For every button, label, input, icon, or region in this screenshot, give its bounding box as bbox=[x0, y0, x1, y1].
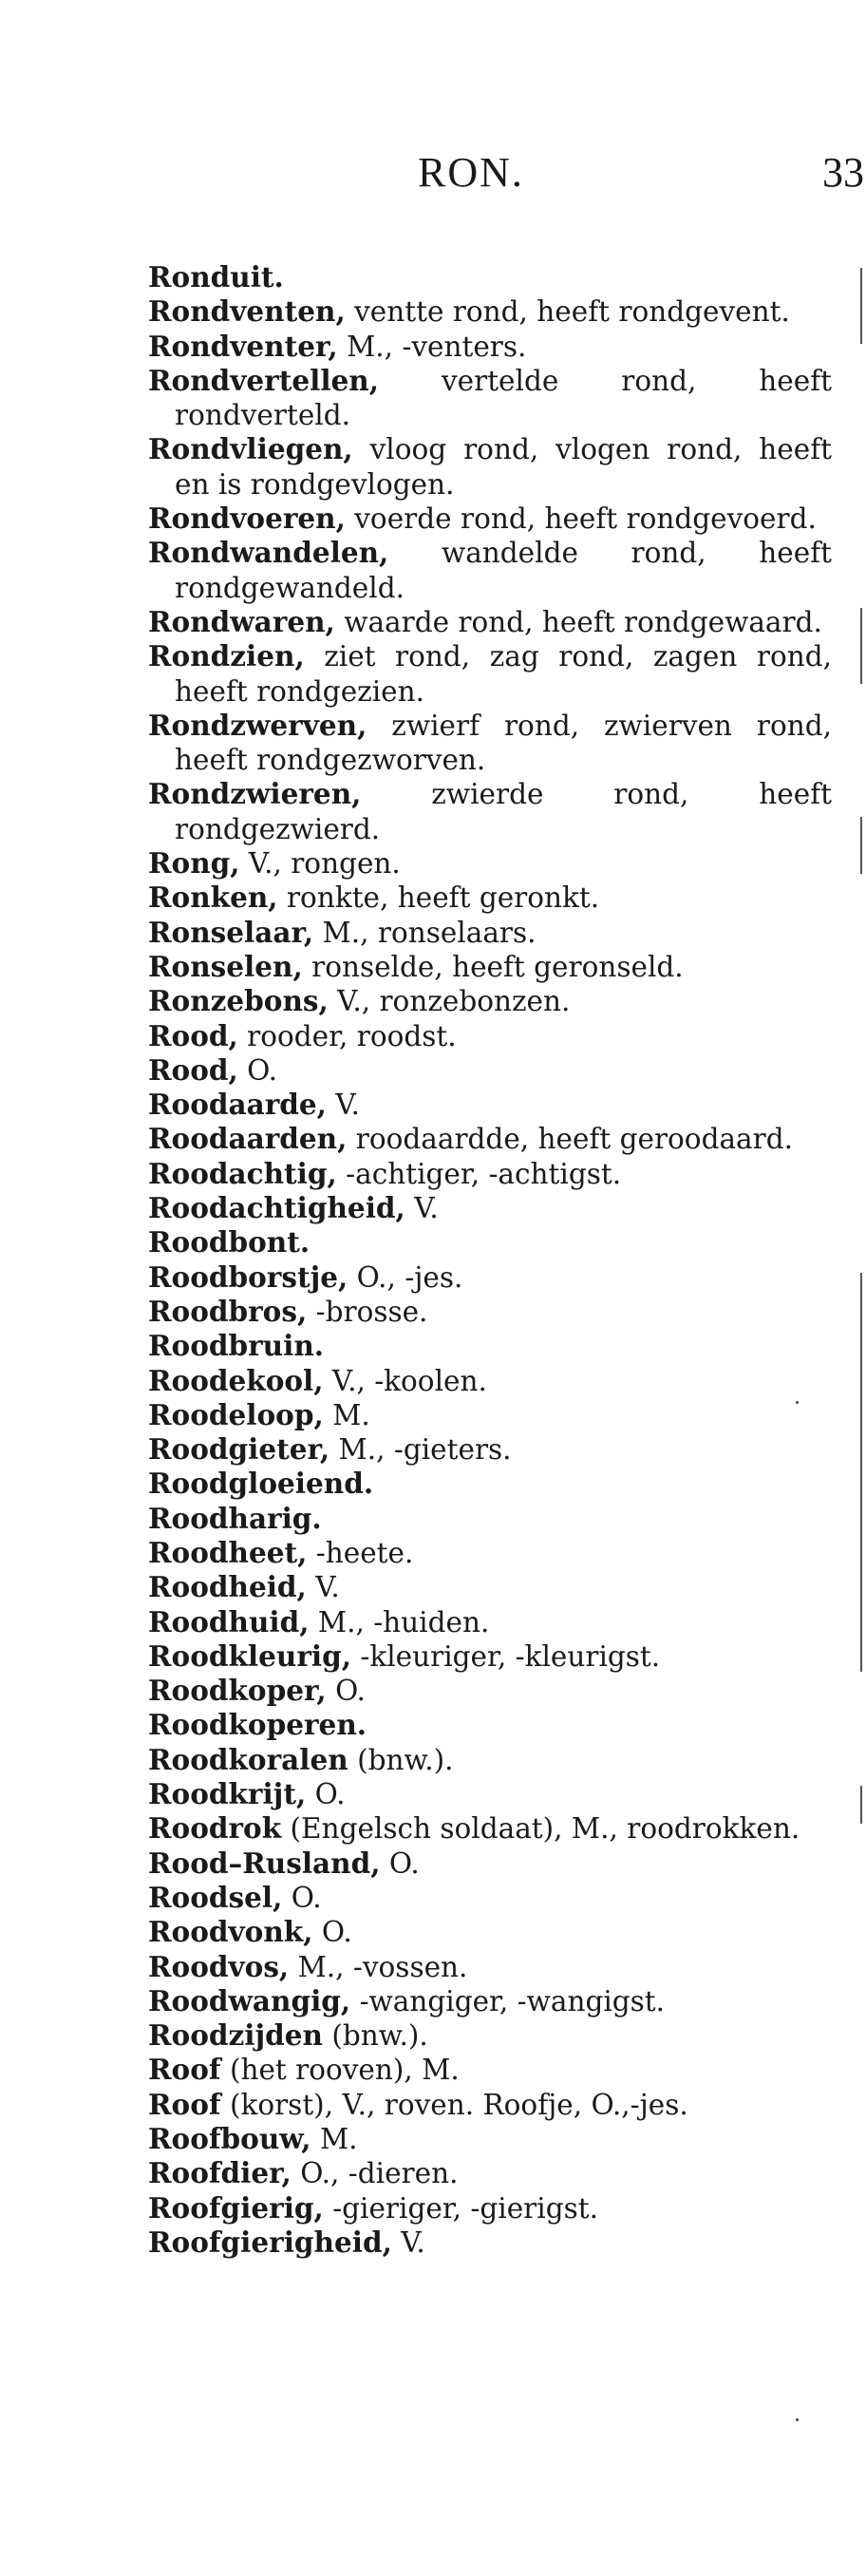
dictionary-entry bbox=[148, 1502, 832, 1536]
dictionary-entry bbox=[148, 1881, 832, 1915]
entry-definition: V., -koolen. bbox=[323, 1364, 487, 1397]
entry-headword: Roodbruin. bbox=[148, 1329, 325, 1363]
entry-definition: V. bbox=[306, 1571, 340, 1604]
dictionary-entry bbox=[148, 1915, 832, 1949]
entry-definition: -brosse. bbox=[307, 1295, 428, 1328]
entry-definition: voerde rond, heeft rondgevoerd. bbox=[345, 502, 817, 536]
dictionary-entry bbox=[148, 1088, 832, 1122]
entry-headword: Rondvertellen, bbox=[148, 363, 380, 397]
entry-definition: V. bbox=[391, 2226, 425, 2259]
dictionary-entry bbox=[148, 777, 832, 846]
entry-headword: Rondwaren, bbox=[148, 604, 335, 638]
entry-definition: O. bbox=[312, 1916, 352, 1949]
dictionary-entry bbox=[148, 1605, 832, 1639]
entry-definition: wandelde rond, heeft rondgewandeld. bbox=[175, 537, 832, 604]
entry-headword: Roof bbox=[148, 2053, 221, 2087]
dictionary-entry bbox=[148, 916, 832, 950]
gutter-line bbox=[860, 1273, 862, 1672]
entry-definition: M., -venters. bbox=[337, 330, 527, 363]
dictionary-entry bbox=[148, 1364, 832, 1398]
entry-definition: zwierf rond, zwierven rond, heeft rondgezworven. bbox=[175, 709, 832, 777]
entry-headword: Roodaarde, bbox=[148, 1088, 327, 1122]
dictionary-entry bbox=[148, 1536, 832, 1570]
entry-definition: O. bbox=[326, 1675, 366, 1708]
entry-definition: -kleuriger, -kleurigst. bbox=[351, 1639, 661, 1673]
entry-headword: Roodrok bbox=[148, 1811, 282, 1846]
dictionary-entry bbox=[148, 1639, 832, 1674]
page-number: 33 bbox=[822, 149, 864, 196]
entry-headword: Roodkrijt, bbox=[148, 1777, 307, 1811]
dictionary-entry bbox=[148, 1295, 832, 1329]
entry-definition: V. bbox=[405, 1192, 439, 1225]
gutter-line bbox=[860, 1786, 862, 1824]
entry-headword: Roodvos, bbox=[148, 1949, 290, 1983]
gutter-line bbox=[860, 608, 862, 684]
dictionary-entry bbox=[148, 881, 832, 915]
gutter-line bbox=[860, 268, 862, 344]
dictionary-entry bbox=[148, 846, 832, 881]
page-header bbox=[0, 144, 866, 201]
dictionary-entry bbox=[148, 1225, 832, 1260]
print-speck bbox=[796, 2418, 799, 2421]
entry-headword: Roodekool, bbox=[148, 1363, 324, 1397]
dictionary-entry bbox=[148, 432, 832, 502]
gutter-line bbox=[860, 817, 862, 874]
dictionary-entry bbox=[148, 502, 832, 536]
entry-definition: ronkte, heeft geronkt. bbox=[277, 881, 600, 915]
entry-definition: roodaardde, heeft geroodaard. bbox=[347, 1123, 793, 1156]
entry-definition: M., -gieters. bbox=[329, 1433, 512, 1467]
entry-headword: Roodbont. bbox=[148, 1225, 311, 1260]
dictionary-entry bbox=[148, 1122, 832, 1156]
entry-headword: Ronselen, bbox=[148, 949, 303, 983]
entry-headword: Ronzebons, bbox=[148, 984, 329, 1018]
entry-headword: Roodachtigheid, bbox=[148, 1191, 405, 1225]
entry-headword: Roodwangig, bbox=[148, 1983, 351, 2017]
entry-headword: Roofgierig, bbox=[148, 2190, 324, 2225]
dictionary-entry bbox=[148, 1432, 832, 1467]
entry-headword: Roodheet, bbox=[148, 1535, 308, 1569]
entry-definition: (het rooven), M. bbox=[220, 2054, 460, 2087]
entry-headword: Roodeloop, bbox=[148, 1397, 324, 1431]
dictionary-entry bbox=[148, 1570, 832, 1604]
entry-headword: Rondwandelen, bbox=[148, 536, 389, 570]
dictionary-entry bbox=[148, 1053, 832, 1088]
entry-headword: Roodkleurig, bbox=[148, 1638, 352, 1673]
entry-definition: O. bbox=[237, 1053, 277, 1087]
entry-headword: Rondventen, bbox=[148, 294, 346, 329]
entry-headword: Ronselaar, bbox=[148, 915, 314, 949]
dictionary-entry bbox=[148, 950, 832, 984]
entry-headword: Roodborstje, bbox=[148, 1260, 348, 1294]
dictionary-entry bbox=[148, 260, 832, 294]
entry-headword: Roof bbox=[148, 2087, 221, 2121]
dictionary-entry bbox=[148, 1191, 832, 1225]
dictionary-entry bbox=[148, 2053, 832, 2087]
running-head: RON. bbox=[418, 149, 524, 196]
dictionary-entry bbox=[148, 2122, 832, 2156]
entry-headword: Roodkoper, bbox=[148, 1674, 327, 1708]
entry-headword: Roodachtig, bbox=[148, 1156, 337, 1190]
dictionary-entry bbox=[148, 1847, 832, 1881]
entry-headword: Rondzwieren, bbox=[148, 777, 362, 811]
dictionary-entry bbox=[148, 1157, 832, 1191]
dictionary-entry bbox=[148, 2156, 832, 2190]
entry-headword: Roodharig. bbox=[148, 1501, 322, 1535]
entry-headword: Roodkoralen bbox=[148, 1742, 348, 1776]
entry-definition: O. bbox=[306, 1778, 346, 1811]
entry-headword: Roofbouw, bbox=[148, 2122, 311, 2156]
print-speck bbox=[796, 1401, 799, 1404]
dictionary-entry bbox=[148, 709, 832, 778]
entry-definition: (Engelsch soldaat), M., roodrokken. bbox=[281, 1812, 800, 1846]
entry-definition: -gieriger, -gierigst. bbox=[323, 2191, 598, 2225]
dictionary-entry bbox=[148, 1950, 832, 1984]
dictionary-entry bbox=[148, 1260, 832, 1295]
dictionary-entry bbox=[148, 639, 832, 709]
entry-headword: Roodzijden bbox=[148, 2018, 323, 2053]
entry-headword: Roodaarden, bbox=[148, 1122, 348, 1156]
entry-definition: (korst), V., roven. Roofje, O.,-jes. bbox=[220, 2088, 688, 2121]
entry-definition: ziet rond, zag rond, zagen rond, heeft rondgezien. bbox=[175, 640, 832, 708]
dictionary-entry-list bbox=[148, 260, 832, 2260]
entry-headword: Ronken, bbox=[148, 881, 278, 915]
entry-definition: -heete. bbox=[307, 1536, 414, 1569]
dictionary-entry bbox=[148, 1019, 832, 1053]
entry-definition: V., rongen. bbox=[239, 847, 401, 881]
entry-headword: Rood, bbox=[148, 1018, 238, 1052]
dictionary-entry bbox=[148, 294, 832, 329]
entry-definition: (bnw.). bbox=[348, 1743, 454, 1776]
entry-headword: Rood, bbox=[148, 1052, 238, 1087]
entry-definition: -wangiger, -wangigst. bbox=[350, 1984, 666, 2017]
dictionary-entry bbox=[148, 984, 832, 1018]
entry-definition: M. bbox=[311, 2123, 358, 2156]
dictionary-entry bbox=[148, 605, 832, 639]
entry-headword: Roodkoperen. bbox=[148, 1708, 367, 1742]
entry-definition: zwierde rond, heeft rondgezwierd. bbox=[175, 778, 832, 845]
entry-headword: Rong, bbox=[148, 846, 240, 881]
entry-headword: Roodsel, bbox=[148, 1880, 283, 1914]
entry-headword: Ronduit. bbox=[148, 260, 284, 294]
dictionary-entry bbox=[148, 2018, 832, 2053]
entry-headword: Rondvliegen, bbox=[148, 432, 353, 466]
dictionary-entry bbox=[148, 330, 832, 364]
dictionary-entry bbox=[148, 1984, 832, 2018]
entry-headword: Roodvonk, bbox=[148, 1915, 313, 1949]
dictionary-entry bbox=[148, 1329, 832, 1363]
dictionary-entry bbox=[148, 1674, 832, 1708]
entry-definition: M., -vossen. bbox=[289, 1950, 468, 1983]
entry-definition: M., -huiden. bbox=[309, 1605, 490, 1638]
entry-definition: waarde rond, heeft rondgewaard. bbox=[334, 605, 822, 638]
entry-definition: M. bbox=[323, 1398, 370, 1431]
dictionary-entry bbox=[148, 2191, 832, 2226]
entry-headword: Roofgierigheid, bbox=[148, 2225, 392, 2259]
entry-definition: V. bbox=[326, 1089, 360, 1122]
entry-definition: O. bbox=[282, 1881, 322, 1914]
entry-definition: O., -jes. bbox=[348, 1260, 463, 1294]
entry-definition: ventte rond, heeft rondgevent. bbox=[345, 295, 790, 329]
dictionary-entry bbox=[148, 1708, 832, 1742]
entry-definition: -achtiger, -achtigst. bbox=[336, 1157, 622, 1190]
entry-headword: Rondzien, bbox=[148, 639, 305, 673]
entry-definition: ronselde, heeft geronseld. bbox=[302, 950, 684, 983]
entry-headword: Rood–Rusland, bbox=[148, 1846, 381, 1880]
dictionary-entry bbox=[148, 1467, 832, 1501]
entry-definition: O. bbox=[380, 1847, 420, 1880]
entry-definition: M., ronselaars. bbox=[313, 916, 537, 949]
entry-headword: Rondventer, bbox=[148, 329, 338, 363]
entry-headword: Roodgloeiend. bbox=[148, 1467, 374, 1501]
entry-definition: (bnw.). bbox=[322, 2019, 428, 2053]
entry-definition: rooder, roodst. bbox=[237, 1019, 457, 1052]
entry-headword: Roodbros, bbox=[148, 1294, 308, 1328]
dictionary-entry bbox=[148, 1777, 832, 1811]
entry-definition: vertelde rond, heeft rondverteld. bbox=[175, 364, 832, 432]
entry-headword: Roofdier, bbox=[148, 2156, 292, 2190]
entry-headword: Roodhuid, bbox=[148, 1604, 310, 1638]
dictionary-entry bbox=[148, 2088, 832, 2122]
dictionary-entry bbox=[148, 1811, 832, 1846]
entry-headword: Roodgieter, bbox=[148, 1432, 330, 1467]
entry-definition: vloog rond, vlogen rond, heeft en is rondgevlogen. bbox=[175, 433, 832, 501]
dictionary-entry bbox=[148, 2226, 832, 2260]
entry-definition: V., ronzebonzen. bbox=[328, 985, 571, 1018]
entry-headword: Roodheid, bbox=[148, 1570, 307, 1604]
dictionary-entry bbox=[148, 364, 832, 433]
entry-headword: Rondvoeren, bbox=[148, 502, 346, 536]
entry-headword: Rondzwerven, bbox=[148, 708, 367, 742]
dictionary-entry bbox=[148, 1743, 832, 1777]
dictionary-entry bbox=[148, 536, 832, 605]
dictionary-entry bbox=[148, 1398, 832, 1432]
entry-definition: O., -dieren. bbox=[291, 2157, 459, 2190]
